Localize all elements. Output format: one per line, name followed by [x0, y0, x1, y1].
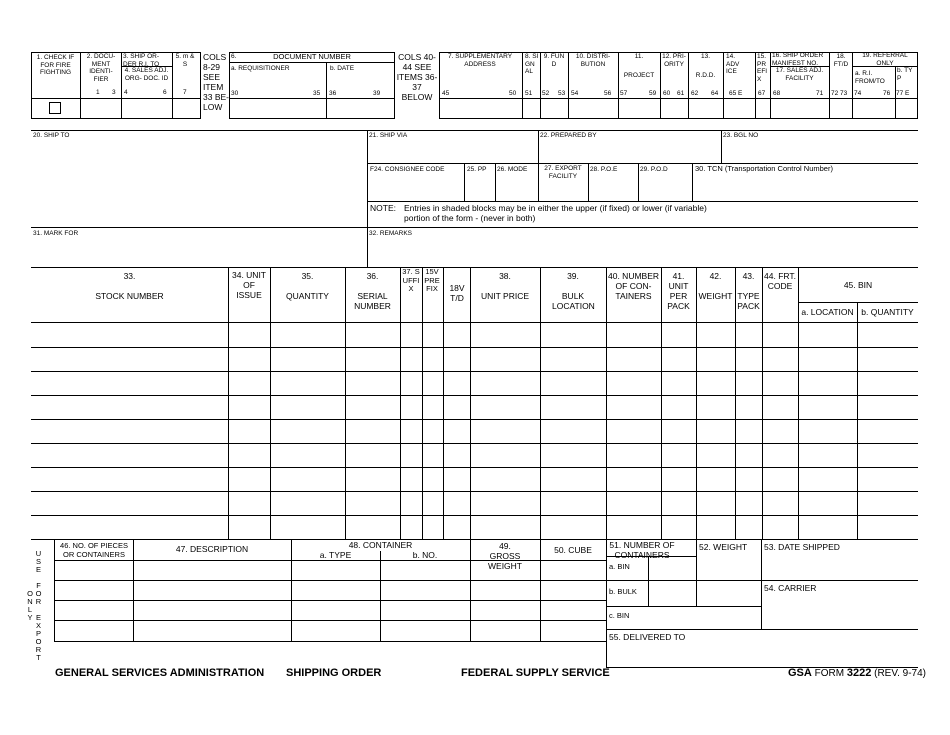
- bin-header: 45. BIN: [843, 280, 873, 290]
- number-of-containers-header: 51. NUMBER OF CONTAINERS: [609, 540, 675, 560]
- tcn-label: 30. TCN (Transportation Control Number): [695, 164, 833, 173]
- table-row: [31, 371, 918, 372]
- rdd-num: 13.: [700, 53, 711, 60]
- col-num: 59: [649, 90, 657, 97]
- col-num: 60: [663, 90, 671, 97]
- col-num: 7: [183, 89, 187, 96]
- note-label: NOTE:: [370, 203, 396, 213]
- form-word: FORM: [814, 668, 845, 679]
- col-num: 65 E: [729, 90, 743, 97]
- no-of-pieces-header: 46. NO. OF PIECES OR CONTAINERS: [60, 541, 128, 559]
- advice-label: 14. ADVICE: [726, 53, 740, 75]
- col-num: 61: [677, 90, 685, 97]
- type-pack-header: TYPE PACK: [737, 291, 760, 311]
- cube-header: 50. CUBE: [554, 545, 592, 555]
- consignee-code-label: F24. CONSIGNEE CODE: [370, 166, 445, 173]
- fire-fighting-checkbox[interactable]: [49, 102, 61, 114]
- weight-52-header: 52. WEIGHT: [699, 542, 748, 552]
- supplementary-address-label: 7. SUPPLEMENTARY ADDRESS: [447, 53, 513, 68]
- suffix-header: 37. SUFFIX: [402, 267, 420, 293]
- signal-label: 8. SIGNAL: [525, 53, 539, 75]
- unit-price-header: UNIT PRICE: [480, 291, 530, 301]
- requisitioner-label: a. REQUISITIONER: [231, 65, 290, 72]
- stock-number-num: 33.: [123, 271, 136, 281]
- col-num: 62: [691, 90, 699, 97]
- check-fire-label: 1. CHECK IF FOR FIRE FIGHTING: [36, 54, 75, 76]
- col-num: 52: [542, 90, 550, 97]
- col-num: 67: [758, 90, 766, 97]
- description-header: 47. DESCRIPTION: [175, 544, 249, 554]
- mark-for-label: 31. MARK FOR: [33, 230, 79, 237]
- col-num: 77 E: [896, 90, 910, 97]
- type-label: b. TYP: [897, 67, 913, 82]
- prefix-label: 15. PREFIX: [757, 53, 768, 83]
- export-facility-label: 27. EXPORT FACILITY: [544, 165, 582, 180]
- col-num: 76: [883, 90, 891, 97]
- document-number-label: DOCUMENT NUMBER: [273, 52, 351, 61]
- table-row: [31, 515, 918, 516]
- bin-c-label: c. BIN: [609, 611, 630, 620]
- project-num: 11.: [634, 53, 644, 60]
- shipping-order-title: SHIPPING ORDER: [286, 667, 382, 679]
- td-18v-header: 18V T/D: [449, 283, 465, 303]
- col-num: 39: [373, 90, 381, 97]
- table-row: [31, 395, 918, 396]
- doc-identifier-label: 2. DOCU- MENT IDENTI- FIER: [86, 53, 116, 83]
- bgl-no-label: 23. BGL NO: [723, 132, 759, 139]
- col-num: 71: [816, 90, 824, 97]
- bulk-location-num: 39.: [567, 271, 579, 281]
- frt-code-header: 44. FRT. CODE: [764, 271, 796, 291]
- sales-adj-label: 4. SALES ADJ. ORG- DOC. ID: [124, 67, 169, 82]
- table-row: [31, 491, 918, 492]
- note-line-1: Entries in shaded blocks may be in either the upper (if fixed) or lower (if variable): [404, 203, 707, 213]
- col-num: 4: [124, 89, 128, 96]
- table-row: [31, 467, 918, 468]
- col-num: 51: [525, 90, 533, 97]
- bulk-location-header: BULK LOCATION: [552, 291, 595, 311]
- federal-supply-service-title: FEDERAL SUPPLY SERVICE: [461, 667, 610, 679]
- col-num: 45: [442, 90, 450, 97]
- bin-quantity-header: b. QUANTITY: [861, 307, 914, 317]
- ftd-label: 18. FT/D: [833, 53, 849, 68]
- col-num: 30: [231, 90, 239, 97]
- col-num: 72 73: [831, 90, 848, 97]
- container-header: 48. CONTAINER: [348, 540, 413, 550]
- col-num: 64: [711, 90, 719, 97]
- quantity-header: QUANTITY: [286, 291, 329, 301]
- table-row: [31, 347, 918, 348]
- ship-via-label: 21. SHIP VIA: [369, 132, 408, 139]
- gsa-abbrev: GSA: [788, 667, 812, 679]
- unit-per-pack-header: 41. UNIT PER PACK: [667, 271, 690, 311]
- rdd-label: R.D.D.: [695, 72, 716, 79]
- col-num: 53: [558, 90, 566, 97]
- unit-of-issue-header: 34. UNIT OF ISSUE: [231, 270, 266, 300]
- ship-order-ri-label: 3. SHIP OR- DER R.I. TO: [123, 53, 160, 68]
- col-6-num: 6.: [231, 53, 237, 60]
- form-revision: (REV. 9-74): [874, 668, 926, 679]
- prefix-15v-header: 15V PREFIX: [424, 267, 440, 293]
- col-num: 1: [96, 89, 100, 96]
- container-type-header: a. TYPE: [319, 550, 352, 560]
- type-pack-num: 43.: [742, 271, 755, 281]
- bin-location-header: a. LOCATION: [801, 307, 854, 317]
- pod-label: 29. P.O.D: [640, 166, 668, 173]
- col-num: 36: [329, 90, 337, 97]
- col-num: 74: [854, 90, 862, 97]
- priority-label: 12. PRI- ORITY: [662, 53, 686, 68]
- ship-to-label: 20. SHIP TO: [33, 132, 70, 139]
- col-num: 54: [571, 90, 579, 97]
- ri-from-to-label: a. R.I. FROM/TO: [855, 70, 885, 85]
- use-for-export-only-label: USE FOR EXPORT ONLY: [25, 549, 43, 661]
- bin-b-bulk-label: b. BULK: [609, 587, 637, 596]
- ship-order-manifest-label: 16. SHIP ORDER MANIFEST NO.: [772, 52, 824, 67]
- bin-a-label: a. BIN: [609, 562, 630, 571]
- serial-number-num: 36.: [366, 271, 379, 281]
- col-num: 50: [509, 90, 517, 97]
- table-row: [31, 443, 918, 444]
- quantity-num: 35.: [301, 271, 314, 281]
- distribution-label: 10. DISTRI- BUTION: [575, 53, 611, 68]
- col-num: 3: [112, 89, 116, 96]
- sales-adj-facility-label: 17. SALES ADJ. FACILITY: [775, 67, 824, 82]
- project-label: PROJECT: [623, 72, 655, 79]
- table-row: [31, 419, 918, 420]
- delivered-to-label: 55. DELIVERED TO: [609, 632, 686, 642]
- form-number: [788, 667, 926, 680]
- col-num: 56: [604, 90, 612, 97]
- date-label: b. DATE: [330, 65, 355, 72]
- number-containers-header: 40. NUMBER OF CON- TAINERS: [608, 271, 660, 301]
- date-shipped-label: 53. DATE SHIPPED: [764, 542, 840, 552]
- m-and-s-label: 5. m & S: [175, 53, 195, 68]
- serial-number-header: SERIAL NUMBER: [354, 291, 391, 311]
- mode-label: 26. MODE: [497, 166, 528, 173]
- note-line-2: portion of the form - (never in both): [404, 213, 536, 223]
- pp-label: 25. PP: [467, 166, 487, 173]
- fund-label: 9. FUND: [543, 53, 565, 68]
- cols-40-44-note: COLS 40-44 SEE ITEMS 36-37 BELOW: [396, 52, 438, 102]
- weight-num: 42.: [709, 271, 722, 281]
- poe-label: 28. P.O.E: [590, 166, 618, 173]
- gross-weight-header: 49. GROSS WEIGHT: [488, 541, 522, 571]
- form-no: 3222: [846, 667, 872, 679]
- cols-8-29-note: COLS 8-29 SEE ITEM 33 BE- LOW: [203, 52, 229, 112]
- gsa-admin-title: GENERAL SERVICES ADMINISTRATION: [55, 667, 265, 679]
- col-num: 57: [620, 90, 628, 97]
- weight-header: WEIGHT: [698, 291, 733, 301]
- col-num: 6: [163, 89, 167, 96]
- unit-price-num: 38.: [499, 271, 511, 281]
- remarks-label: 32. REMARKS: [369, 230, 412, 237]
- col-num: 68: [773, 90, 781, 97]
- referral-only-label: 19. REFERRAL ONLY: [862, 52, 908, 67]
- carrier-label: 54. CARRIER: [764, 583, 817, 593]
- prepared-by-label: 22. PREPARED BY: [540, 132, 597, 139]
- col-num: 35: [313, 90, 321, 97]
- container-no-header: b. NO.: [412, 550, 438, 560]
- stock-number-header: STOCK NUMBER: [95, 291, 164, 301]
